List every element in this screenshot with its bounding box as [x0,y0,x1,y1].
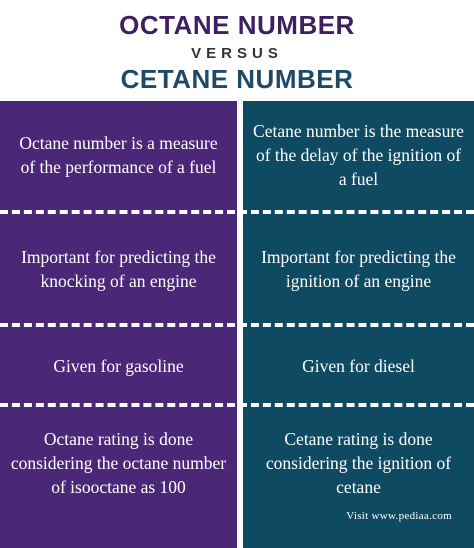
octane-row-definition: Octane number is a measure of the performance of a fuel [19,133,218,177]
cetane-row-definition: Cetane number is the measure of the delay of the ignition of a fuel [253,121,464,189]
cetane-row-importance: Important for predicting the ignition of an engine [261,247,456,291]
versus-label: VERSUS [191,45,283,62]
octane-row-fuel-type: Given for gasoline [53,356,184,376]
octane-row-importance: Important for predicting the knocking of an engine [21,247,216,291]
row-divider [0,210,474,214]
row-divider [0,323,474,327]
title-octane-number: OCTANE NUMBER [119,10,355,40]
title-cetane-number: CETANE NUMBER [120,64,354,94]
octane-row-rating: Octane rating is done considering the octane number of isooctane as 100 [10,429,227,497]
comparison-header [0,0,474,100]
cetane-row-rating: Cetane rating is done considering the ignition of cetane [265,429,452,497]
cetane-row-fuel-type: Given for diesel [302,356,415,376]
source-credit: Visit www.pediaa.com [346,510,452,522]
row-divider [0,403,474,407]
